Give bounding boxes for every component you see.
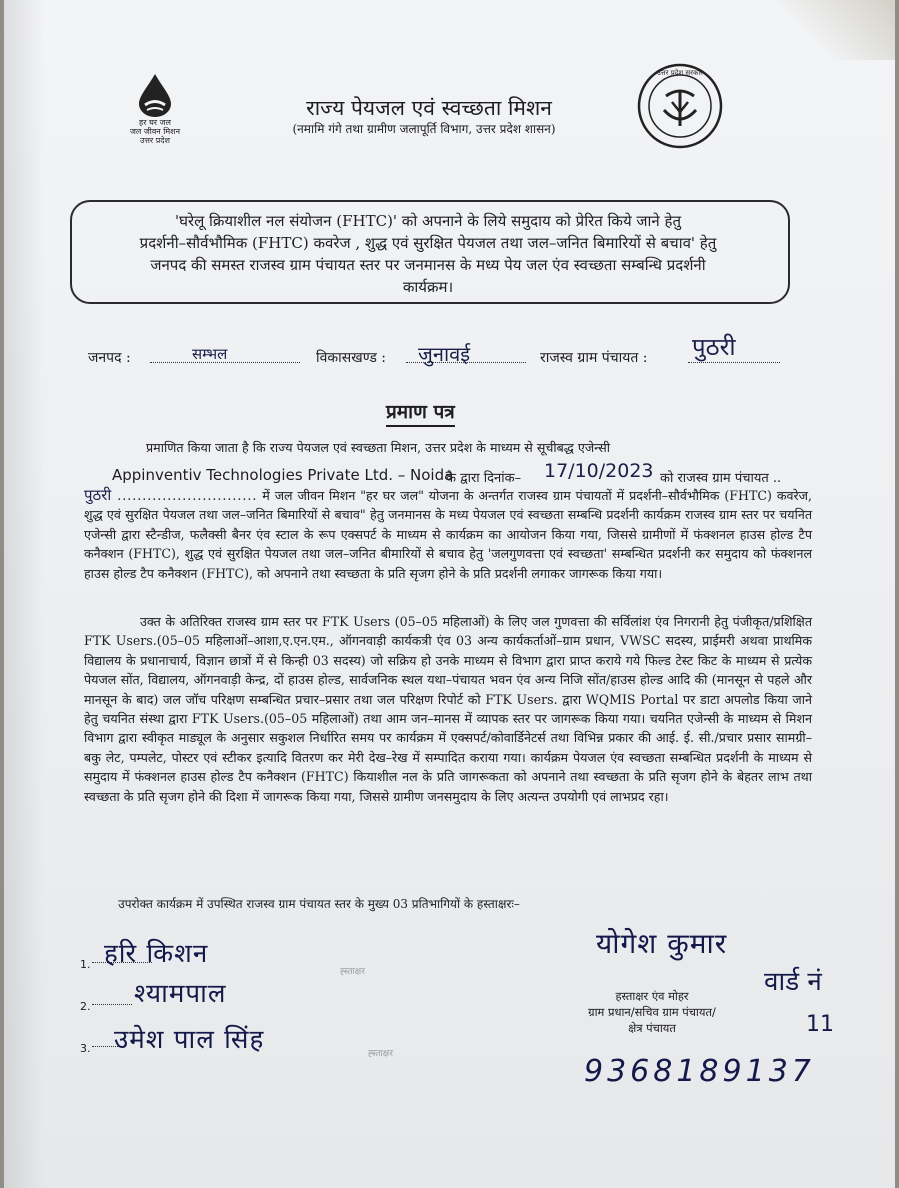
sig-dotline-2 — [92, 1004, 132, 1005]
certificate-body: पुठरी ............................ में जल जीवन मिशन "हर घर जल" योजना के अन्तर्गत राजस्व ग्राम पंचायतों में प्रदर्शनी–सौर्वभौमिक (FHTC) कवरेज, शुद्ध एवं सुरक्षित पेयजल तथा जल–जनित बिमारियों से बचाव" हेतु जनमानस के मध्य पेयजल एवं स्वच्छता सम्बन्धि प्रदर्शनी कार्यक्रम राजस्व ग्राम स्तर पर चयनित एजेन्सी द्वारा स्टैन्डीज, फलैक्सी बैनर एंव स्टाल के रूप एक्सपर्ट के माध्यम से कार्यक्रम का आयोजन किया गया, जिससे ग्रामीणों में फंक्शनल हाउस होल्ड टैप कनैक्शन (FHTC), शुद्ध एवं सुरक्षित पेयजल तथा जल–जनित बीमारियों से बचाव हेतु 'जलगुणवत्ता एवं स्वच्छता' सम्बन्धित प्रदर्शनी कर समुदाय को फंक्शनल हाउस होल्ड टैप कनैक्शन (FHTC), को अपनाने तथा स्वच्छता के प्रति सृजग होने के प्रति प्रदर्शनी लगाकर जागरूक किया गया। — [84, 486, 812, 581]
gram-panchayat-label: राजस्व ग्राम पंचायत : — [540, 350, 648, 366]
organization-title: राज्य पेयजल एवं स्वच्छता मिशन — [306, 96, 552, 120]
seal-text: उत्तर प्रदेश सरकार — [656, 69, 704, 77]
organization-subtitle: (नमामि गंगे तथा ग्रामीण जलापूर्ति विभाग, उत्तर प्रदेश शासन) — [292, 122, 556, 136]
participant-signature-3: उमेश पाल सिंह — [114, 1025, 265, 1055]
sig-number-2: 2. — [80, 1000, 91, 1013]
water-drop-icon — [133, 72, 177, 118]
location-fields — [88, 333, 788, 382]
certificate-title: प्रमाण पत्र — [386, 398, 455, 427]
date-prefix: के द्वारा दिनांक– — [446, 471, 522, 486]
up-government-seal-icon — [636, 62, 724, 150]
ward-label: वार्ड नं — [764, 967, 822, 997]
caption-line-2: ग्राम प्रधान/सचिव ग्राम पंचायत/ — [588, 1005, 716, 1019]
subject-line-4: कार्यक्रम। — [402, 278, 454, 296]
page-shadow — [4, 0, 44, 1188]
subject-line-2: प्रदर्शनी–सौर्वभौमिक (FHTC) कवरेज , शुद्ध एवं सुरक्षित पेयजल तथा जल–जनित बिमारियों से बचाव' हेतु — [139, 234, 717, 252]
event-date: 17/10/2023 — [544, 460, 654, 482]
date-suffix: को राजस्व ग्राम पंचायत .. — [660, 471, 782, 486]
sig-number-3: 3. — [80, 1042, 91, 1055]
ftk-paragraph: उक्त के अतिरिक्त राजस्व ग्राम स्तर पर FTK Users (05–05 महिलाओं) के लिए जल गुणवत्ता की सर्विलांश एंव निगरानी हेतु पंजीकृत/प्रशिक्षित FTK Users.(05–05 महिलाओं–आशा,ए.एन.एम., ऑगनवाड़ी कार्यकत्री एंव 03 अन्य कार्यकर्ताओं–ग्राम प्रधान, VWSC सदस्य, प्राईमरी अथवा प्राथमिक विद्यालय के प्रधानाचार्य, विज्ञान छात्रों में से किन्ही 03 सदस्य) जो सक्रिय हो उनके माध्यम से विभाग द्वारा प्राप्त कराये गये फिल्ड टेस्ट किट के माध्यम से प्रत्येक पेयजल सोंत, विद्यालय, ऑगनवाड़ी केन्द्र, दों हाउस होल्ड, सार्वजनिक स्थल यथा–पंचायत भवन एंव अन्य निजि सोंत/हाउस होल्ड आदि की (मानसून से पहले और मानसून के बाद) जल जॉच परिक्षण सम्बन्धित प्रचार–प्रसार तथा जल परिक्षण रिपोर्ट को FTK Users. द्वारा WQMIS Portal पर डाटा अपलोड किया जाने हेतु चयनित संस्था द्वारा FTK Users.(05–05 महिलाओं) तथा आम जन–मानस में व्यापक स्तर पर जागरूक किया गया। चयनित एजेन्सी के माध्यम से मिशन विभाग द्वारा स्वीकृत माड्यूल के अनुसार सकुशल निर्धारित समय पर कार्यक्रम में एक्सपर्ट/कोवार्डिनेटर्स तथा विभिन्न प्रकार की आई. ई. सी./प्रचार प्रसार सामग्री–बकु लेट, पम्पलेट, पोस्टर एवं स्टीकर इत्यादि वितरण कर मेरी देख–रेख में सम्पादित कराया गया। कार्यक्रम पेयजल एंव स्वच्छता सम्बन्धित प्रदर्शनी के माध्यम से समुदाय में फंक्शनल हाउस होल्ड टैप कनैक्शन (FHTC) कियाशील नल के प्रति जागरूकता को अपनाने तथा स्वच्छता के प्रति सृजग होने के बेहतर लाभ तथा स्वच्छता के प्रति सृजग होने की दिशा में जागरूक किया गया, जिससे ग्रामीण जनसमुदाय के लिए अत्यन्त उपयोगी एवं लाभप्रद रहा। — [84, 614, 812, 804]
subject-line-1: 'घरेलू क्रियाशील नल संयोजन (FHTC)' को अपनाने के लिये समुदाय को प्रेरित किये जाने हेतु — [174, 212, 682, 230]
intro-text: प्रमाणित किया जाता है कि राज्य पेयजल एवं स्वच्छता मिशन, उत्तर प्रदेश के माध्यम से सूचीबद्ध एजेन्सी — [146, 440, 610, 455]
logo-line-2: जल जीवन मिशन — [129, 127, 181, 136]
har-ghar-jal-logo — [100, 72, 210, 152]
vikaskhand-label: विकासखण्ड : — [316, 350, 387, 366]
pradhan-signature: योगेश कुमार — [596, 927, 728, 960]
document-page: हर घर जल जल जीवन मिशन उत्तर प्रदेश उत्तर प्रदेश सरकार राज्य पेयजल एवं स्वच्छता मिशन (नमामि गंगे तथा ग्रामीण जलापूर्ति विभाग, उत्तर प्रदेश शासन) 'घरेलू क्रियाशील नल संयोजन (FHTC)' को अपनाने के लिये समुदाय को प्रेरित किये जाने हेतु प्रदर्शनी–सौर्वभौमिक (FHTC) कवरेज , शुद्ध एवं सुरक्षित पेयजल तथा जल–जनित बिमारियों से बचाव' हेतु जनपद की समस्त राजस्व ग्राम पंचायत स्तर पर जनमानस के मध्य पेय जल एंव स्वच्छता सम्बन्धि प्रदर्शनी कार्यक्रम। जनपद : सम्भल विकासखण्ड : जुनावई राजस्व ग्राम पंचायत : पुठरी प्रमाण पत्र प्रमाणित किया जाता है कि राज्य पेयजल एवं स्वच्छता मिशन, उत्तर प्रदेश के माध्यम से सूचीबद्ध एजेन्सी Appinventiv Technologies Private Ltd. – Noida के द्वारा दिनांक– 17/10/2023 को राजस्व ग्राम पंचायत .. पुठरी ............................ में जल जीवन मिशन "हर घर जल" योजना के अन्तर्गत राजस्व ग्राम पंचायतों में प्रदर्शनी–सौर्वभौमिक (FHTC) कवरेज, शुद्ध एवं सुरक्षित पेयजल तथा जल–जनित बिमारियों से बचाव" हेतु जनमानस के मध्य पेयजल एवं स्वच्छता सम्बन्धि प्रदर्शनी कार्यक्रम राजस्व ग्राम स्तर पर चयनित एजेन्सी द्वारा स्टैन्डीज, फलैक्सी बैनर एंव स्टाल के रूप एक्सपर्ट के माध्यम से कार्यक्रम का आयोजन किया गया, जिससे ग्रामीणों में फंक्शनल हाउस होल्ड टैप कनैक्शन (FHTC), शुद्ध एवं सुरक्षित पेयजल तथा जल–जनित बीमारियों से बचाव हेतु 'जलगुणवत्ता एवं स्वच्छता' सम्बन्धित प्रदर्शनी कर समुदाय को फंक्शनल हाउस होल्ड टैप कनैक्शन (FHTC), को अपनाने तथा स्वच्छता के प्रति सृजग होने के प्रति प्रदर्शनी लगाकर जागरूक किया गया। उक्त के अतिरिक्त राजस्व ग्राम स्तर पर FTK Users (05–05 महिलाओं) के लिए जल गुणवत्ता की सर्विलांश एंव निगरानी हेतु पंजीकृत/प्रशिक्षित FTK Users.(05–05 महिलाओं–आशा,ए.एन.एम., ऑगनवाड़ी कार्यकत्री एंव 03 अन्य कार्यकर्ताओं–ग्राम प्रधान, VWSC सदस्य, प्राईमरी अथवा प्राथमिक विद्यालय के प्रधानाचार्य, विज्ञान छात्रों में से किन्ही 03 सदस्य) जो सक्रिय हो उनके माध्यम से विभाग द्वारा प्राप्त कराये गये फिल्ड टेस्ट किट के माध्यम से प्रत्येक पेयजल सोंत, विद्यालय, ऑगनवाड़ी केन्द्र, दों हाउस होल्ड, सार्वजनिक स्थल यथा–पंचायत भवन एंव अन्य निजि सोंत/हाउस होल्ड आदि की (मानसून से पहले और मानसून के बाद) जल जॉच परिक्षण सम्बन्धित प्रचार–प्रसार तथा जल परिक्षण रिपोर्ट को FTK Users. द्वारा WQMIS Portal पर डाटा अपलोड किया जाने हेतु चयनित संस्था द्वारा FTK Users.(05–05 महिलाओं) तथा आम जन–मानस में व्यापक स्तर पर जागरूक किया गया। चयनित एजेन्सी के माध्यम से मिशन विभाग द्वारा स्वीकृत माड्यूल के अनुसार सकुशल निर्धारित समय पर कार्यक्रम में एक्सपर्ट/कोवार्डिनेटर्स तथा विभिन्न प्रकार की आई. ई. सी./प्रचार प्रसार सामग्री–बकु लेट, पम्पलेट, पोस्टर एवं स्टीकर इत्यादि वितरण कर मेरी देख–रेख में सम्पादित कराया गया। कार्यक्रम पेयजल एंव स्वच्छता सम्बन्धित प्रदर्शनी के माध्यम से समुदाय में फंक्शनल हाउस होल्ड टैप कनैक्शन (FHTC) कियाशील नल के प्रति जागरूकता को अपनाने तथा स्वच्छता के प्रति सृजग होने के बेहतर लाभ तथा स्वच्छता के प्रति सृजग होने की दिशा में जागरूक किया गया, जिससे ग्रामीण जनसमुदाय के लिए अत्यन्त उपयोगी एवं लाभप्रद रहा। उपरोक्त कार्यक्रम में उपस्थित राजस्व ग्राम पंचायत स्तर के मुख्य 03 प्रतिभागियों के हस्ताक्षरः– 1. हरि किशन 2. श्यामपाल 3. उमेश पाल सिंह ह्स्ताक्षर ह्स्ताक्षर योगेश कुमार हस्ताक्षर एंव मोहर ग्राम प्रधान/सचिव ग्राम पंचायत/ क्षेत्र पंचायत वार्ड नं 11 9368189137 — [4, 0, 895, 1188]
agency-name: Appinventiv Technologies Private Ltd. – Noida — [112, 466, 454, 484]
gram-panchayat-value: पुठरी — [692, 333, 736, 361]
caption-line-1: हस्ताक्षर एंव मोहर — [615, 989, 689, 1003]
logo-line-3: उत्तर प्रदेश — [140, 136, 170, 145]
sig-number-1: 1. — [80, 958, 91, 971]
gram-handwritten: पुठरी — [84, 486, 112, 504]
ward-number: 11 — [806, 1012, 834, 1037]
logo-line-1: हर घर जल — [139, 118, 171, 127]
phone-number: 9368189137 — [584, 1054, 815, 1089]
caption-line-3: क्षेत्र पंचायत — [628, 1021, 676, 1035]
subject-line-3: जनपद की समस्त राजस्व ग्राम पंचायत स्तर पर जनमानस के मध्य पेय जल एंव स्वच्छता सम्बन्धि प्रदर्शनी — [150, 256, 706, 274]
vikaskhand-value: जुनावई — [418, 342, 471, 366]
participant-signature-1: हरि किशन — [104, 939, 209, 969]
company-date-line — [84, 460, 812, 488]
pradhan-caption — [562, 988, 742, 1036]
janpad-label: जनपद : — [88, 350, 131, 366]
janpad-value: सम्भल — [192, 345, 228, 363]
certificate-intro — [84, 438, 812, 457]
participants-heading: उपरोक्त कार्यक्रम में उपस्थित राजस्व ग्राम पंचायत स्तर के मुख्य 03 प्रतिभागियों के हस्ताक्षरः– — [118, 897, 520, 911]
subject-text — [90, 210, 766, 298]
body-text: में जल जीवन मिशन "हर घर जल" योजना के अन्तर्गत राजस्व ग्राम पंचायतों में प्रदर्शनी–सौर्वभौमिक (FHTC) कवरेज, शुद्ध एवं सुरक्षित पेयजल तथा जल–जनित बिमारियों से बचाव" हेतु जनमानस के मध्य पेयजल एवं स्वच्छता सम्बन्धि प्रदर्शनी कार्यक्रम राजस्व ग्राम स्तर पर चयनित एजेन्सी द्वारा स्टैन्डीज, फलैक्सी बैनर एंव स्टाल के रूप एक्सपर्ट के माध्यम से कार्यक्रम का आयोजन किया गया, जिससे ग्रामीणों में फंक्शनल हाउस होल्ड टैप कनैक्शन (FHTC), शुद्ध एवं सुरक्षित पेयजल तथा जल–जनित बीमारियों से बचाव हेतु 'जलगुणवत्ता एवं स्वच्छता' सम्बन्धित प्रदर्शनी कर समुदाय को फंक्शनल हाउस होल्ड टैप कनैक्शन (FHTC), को अपनाने तथा स्वच्छता के प्रति सृजग होने के प्रति प्रदर्शनी लगाकर जागरूक किया गया। — [84, 488, 812, 581]
participant-signature-2: श्यामपाल — [134, 979, 227, 1009]
page-corner-shadow — [775, 0, 895, 60]
